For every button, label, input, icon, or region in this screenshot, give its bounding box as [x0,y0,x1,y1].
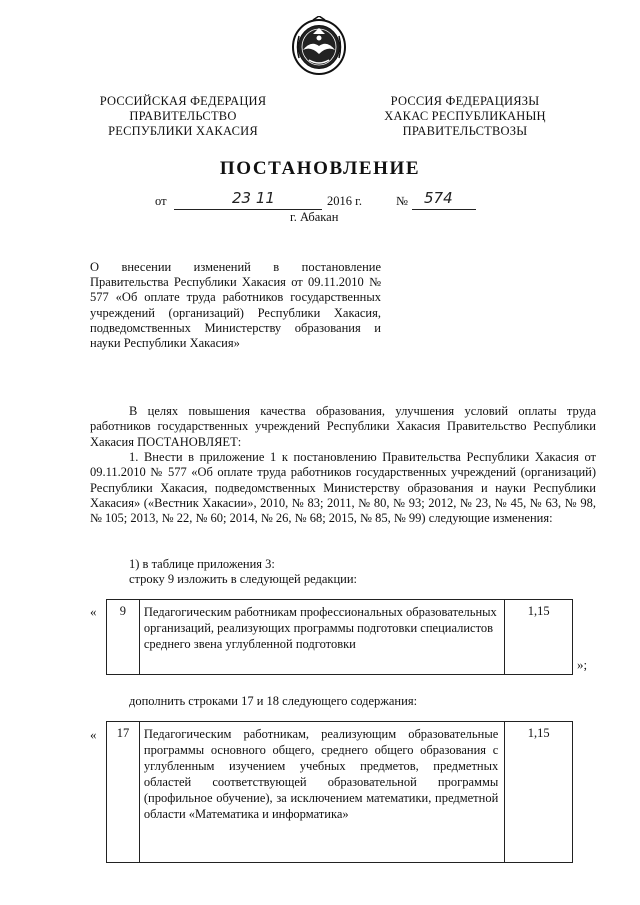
close-quote-row9: »; [577,657,588,672]
row17-text: Педагогическим работникам, реализующим образовательные программы основного общего, среднего общего образования с углубленным изучением учебных предметов, предметных областей соответствующей образовательной программы (профильное обучение), за исключением математики, предметной области «Математика и информатика» [143,727,499,821]
header-right-line-2: ХАКАС РЕСПУБЛИКАНЫҢ [384,109,546,123]
row9-text: Педагогическим работникам профессиональных образовательных организаций, реализующих программы подготовки специалистов среднего звена углубленной подготовки [143,605,497,651]
open-quote-row17: « [90,727,97,742]
add-rows-intro: дополнить строками 17 и 18 следующего содержания: [129,694,418,708]
header-right [360,94,570,139]
row9-coefficient: 1,15 [527,604,550,618]
number-handwritten: 574 [424,189,453,207]
table-row-17 [106,721,573,863]
header-right-line-1: РОССИЯ ФЕДЕРАЦИЯЗЫ [390,94,540,108]
header-left-line-1: РОССИЙСКАЯ ФЕДЕРАЦИЯ [99,94,267,108]
preamble-paragraph: В целях повышения качества образования, улучшения условий оплаты труда работников государственных учреждений Республики Хакасия Правительство Республики Хакасия ПОСТАНОВЛЯЕТ: [90,404,596,449]
document-title: ПОСТАНОВЛЕНИЕ [219,158,421,179]
row9-intro: строку 9 изложить в следующей редакции: [129,572,358,586]
year-label: 2016 г. [327,194,362,208]
date-handwritten: 23 11 [232,189,275,207]
city: г. Абакан [290,210,339,224]
row9-number: 9 [119,604,127,618]
subject-block: О внесении изменений в постановление Правительства Республики Хакасия от 09.11.2010 № 577 «Об оплате труда работников государственных учреждений (организаций) Республики Хакасия, подведомственных Министерству образования и науки Республики Хакасия» [90,260,381,351]
header-left [88,94,278,139]
row17-coefficient: 1,15 [527,726,550,740]
subitem-1: 1) в таблице приложения 3: [129,557,275,571]
coat-of-arms-emblem [291,16,347,76]
header-right-line-3: ПРАВИТЕЛЬСТВОЗЫ [402,124,528,138]
open-quote-row9: « [90,604,97,619]
date-from-label: от [155,194,167,208]
header-left-line-3: РЕСПУБЛИКИ ХАКАСИЯ [108,124,258,138]
item-1-paragraph: 1. Внести в приложение 1 к постановлению Правительства Республики Хакасия от 09.11.2010 № 577 «Об оплате труда работников государственных учреждений (организаций) Республики Хакасия, подведомственных Министерству образования и науки Республики Хакасия» («Вестник Хакасии», 2010, № 83; 2011, № 80, № 93; 2012, № 23, № 45, № 63, № 98, № 105; 2013, № 22, № 60; 2014, № 26, № 68; 2015, № 85, № 99) следующие изменения: [90,450,596,526]
table-row-9 [106,599,573,675]
header-left-line-2: ПРАВИТЕЛЬСТВО [129,109,237,123]
number-underline [412,209,476,210]
number-label: № [396,194,408,208]
row17-number: 17 [116,726,130,740]
